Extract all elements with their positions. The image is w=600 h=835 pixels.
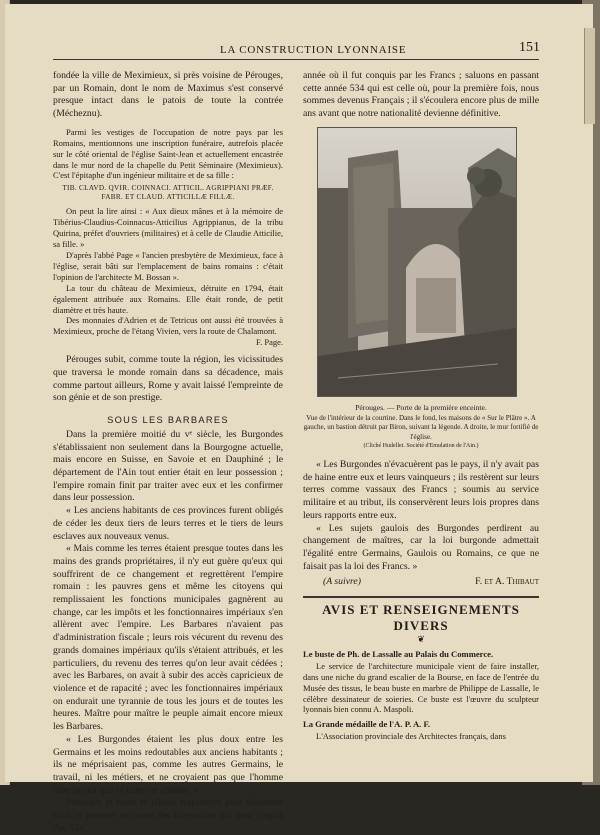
article-footer — [303, 575, 539, 588]
quoted-note: La tour du château de Meximieux, détruite en 1794, était également attribuée aux Romains. Elle était ronde, de petit diamètre et très haute. — [53, 282, 283, 315]
paragraph: « Les Burgondes étaient les plus doux entre les Germains et les moins redoutables aux anciens habitants ; ils ne méprisaient pas, comme les autres Germains, le travail, ni les métiers, et ne croyaient pas que l'homme libre ne dût que se battre et chasser. » — [53, 733, 283, 796]
photo-caption: Vue de l'intérieur de la courtine. Dans le fond, les maisons de « Sur le Plâtre ». A gauche, un bastion détruit par Biron, suivant la légende. A droite, le mur fortifié de l'église. — [303, 413, 539, 441]
section-rule — [303, 596, 539, 598]
paragraph: Pérouges et toute la région respirèrent plus librement sous ce premier royaume des Burgondes qui dura jusqu'à l'an 534, — [53, 797, 283, 834]
paragraph: Dans la première moitié du vᵉ siècle, les Burgondes s'établissaient non seulement dans la Bourgogne actuelle, mais encore en Suisse, en Savoie et en Dauphiné ; le département de l'Ain tout entier était en leur possession ; l'empire romain finit par traiter avec eux et les confirmer dans leur possession. — [53, 428, 283, 504]
paragraph: fondée la ville de Meximieux, si près voisine de Pérouges, par un Romain, dont le nom de Maximus s'est conservé presque intact dans le patois de toute la contrée (Mécheznu). — [53, 70, 283, 120]
section-heading: SOUS LES BARBARES — [107, 414, 229, 425]
quoted-note: D'après l'abbé Page « l'ancien presbytère de Meximieux, face à l'église, serait bâti sur l'emplacement de bains romains : c'était l'opinion de l'architecte M. Bossan ». — [53, 249, 283, 282]
photo-credit: (Cliché Hudellet. Société d'Emulation de l'Ain.) — [363, 443, 479, 450]
notices-heading: AVIS ET RENSEIGNEMENTS DIVERS — [322, 601, 520, 633]
quoted-note: On peut la lire ainsi : « Aux dieux mânes et à la mémoire de Tibérius-Claudius-Coinnacus-Atticilius Agrippianus, de la tribu Quirina, préfet d'ouvriers (militaires) et à celle de Claudie Atticilie, sa fille. » — [53, 206, 283, 250]
paragraph: « Les Burgondes n'évacuèrent pas le pays, il n'y avait pas de haine entre eux et leurs vainqueurs ; ils restèrent sur leurs terres comme vassaux des Francs ; soumis au service militaire et au tribut, ils conservèrent leurs lois propres dans leurs rapports entre eux. — [303, 459, 539, 521]
page — [5, 4, 593, 834]
notice-title: Le buste de Ph. de Lassalle au Palais du Commerce. — [303, 648, 494, 659]
paragraph: Pérouges subit, comme toute la région, les vicissitudes que traversa le monde romain dans sa décadence, mais comme partout ailleurs, Rome y avait laissé l'empreinte de son génie et de son prestige. — [53, 354, 283, 404]
author-signature: F. et A. Thibaut — [475, 576, 539, 588]
paragraph: « Les sujets gaulois des Burgondes perdirent au changement de maîtres, car la loi burgonde admettait l'égalité entre Germains, Gaulois ou Romains, ce que ne faisait pas la loi des Francs. » — [303, 522, 539, 572]
photograph-perouges-gate — [317, 127, 517, 397]
notice-text: Le service de l'architecture municipale vient de faire installer, dans une niche du grand escalier de la Bourse, en face de l'entrée du Musée des tissus, le beau buste en marbre de Philippe de Lassalle, le célèbre dessinateur de soieries. Ce buste est l'œuvre du sculpteur lyonnais bien connu A. Maspoli. — [303, 660, 539, 715]
right-column — [303, 70, 539, 742]
paragraph: « Les anciens habitants de ces provinces furent obligés de céder les deux tiers de leurs terres et le tiers de leurs esclaves aux nouveaux venus. — [53, 505, 283, 542]
ornament-icon: ❦ — [417, 633, 425, 644]
photo-caption-title: Pérouges. — Porte de la première enceinte. — [355, 402, 487, 412]
paragraph: « Mais comme les terres étaient presque toutes dans les mains des grands propriétaires, il n'y eut guère qu'eux qui souffrirent de ce changement et regrettèrent l'empire romain : les pauvres gens et même les citoyens qui remplissaient les fonctions municipales gagnèrent au change, car les impôts et les fonctionnaires impériaux s'en allèrent avec l'empire. Les Barbares n'avaient pas d'administration fiscale ; leurs rois vécurent du revenu des grands domaines impériaux qu'ils s'étaient attribués, et les particuliers, du revenu des terres qu'on leur avait cédées ; avec les Barbares, on avait à subir des accès capricieux de violence et de rapacité ; avec les fonctionnaires impériaux on endurait une tyrannie de tous les jours et de toutes les heures. Maître pour maître le peuple aimait encore mieux les Barbares. — [53, 543, 283, 733]
page-number: 151 — [519, 40, 540, 55]
running-header: LA CONSTRUCTION LYONNAISE — [220, 44, 407, 56]
epitaph-inscription: TIB. CLAVD. QVIR. COINNACI. ATTICIL. AGRIPPIANI PRÆF. FABR. ET CLAUD. ATTICILLÆ FILLÆ. — [62, 184, 274, 202]
to-be-continued: (A suivre) — [323, 576, 361, 588]
left-column — [53, 70, 283, 835]
quoted-note: Des monnaies d'Adrien et de Tetricus ont aussi été trouvées à Meximieux, proche de l'étang Vivien, vers la route de Chalamont. — [53, 315, 283, 337]
page-tab — [584, 28, 595, 124]
header-rule — [53, 59, 539, 60]
paragraph: année où il fut conquis par les Francs ; saluons en passant cette année 534 qui est celle où, pour la première fois, nous sommes devenus Français ; il s'écoulera encore plus de mille ans avant que notre nationalité devienne définitive. — [303, 70, 539, 120]
note-signature: F. Page. — [256, 337, 283, 348]
notice-title: La Grande médaille de l'A. P. A. F. — [303, 719, 431, 730]
notice-text: L'Association provinciale des Architectes français, dans — [316, 731, 506, 742]
quoted-note: Parmi les vestiges de l'occupation de notre pays par les Romains, mentionnons une inscription funéraire, autrefois placée sur le côté oriental de l'église Saint-Jean et actuellement encastrée dans le mur nord de la chapelle du Petit Séminaire (Meximieux). C'est l'épitaphe d'un ingénieur militaire et de sa fille : — [53, 126, 283, 181]
